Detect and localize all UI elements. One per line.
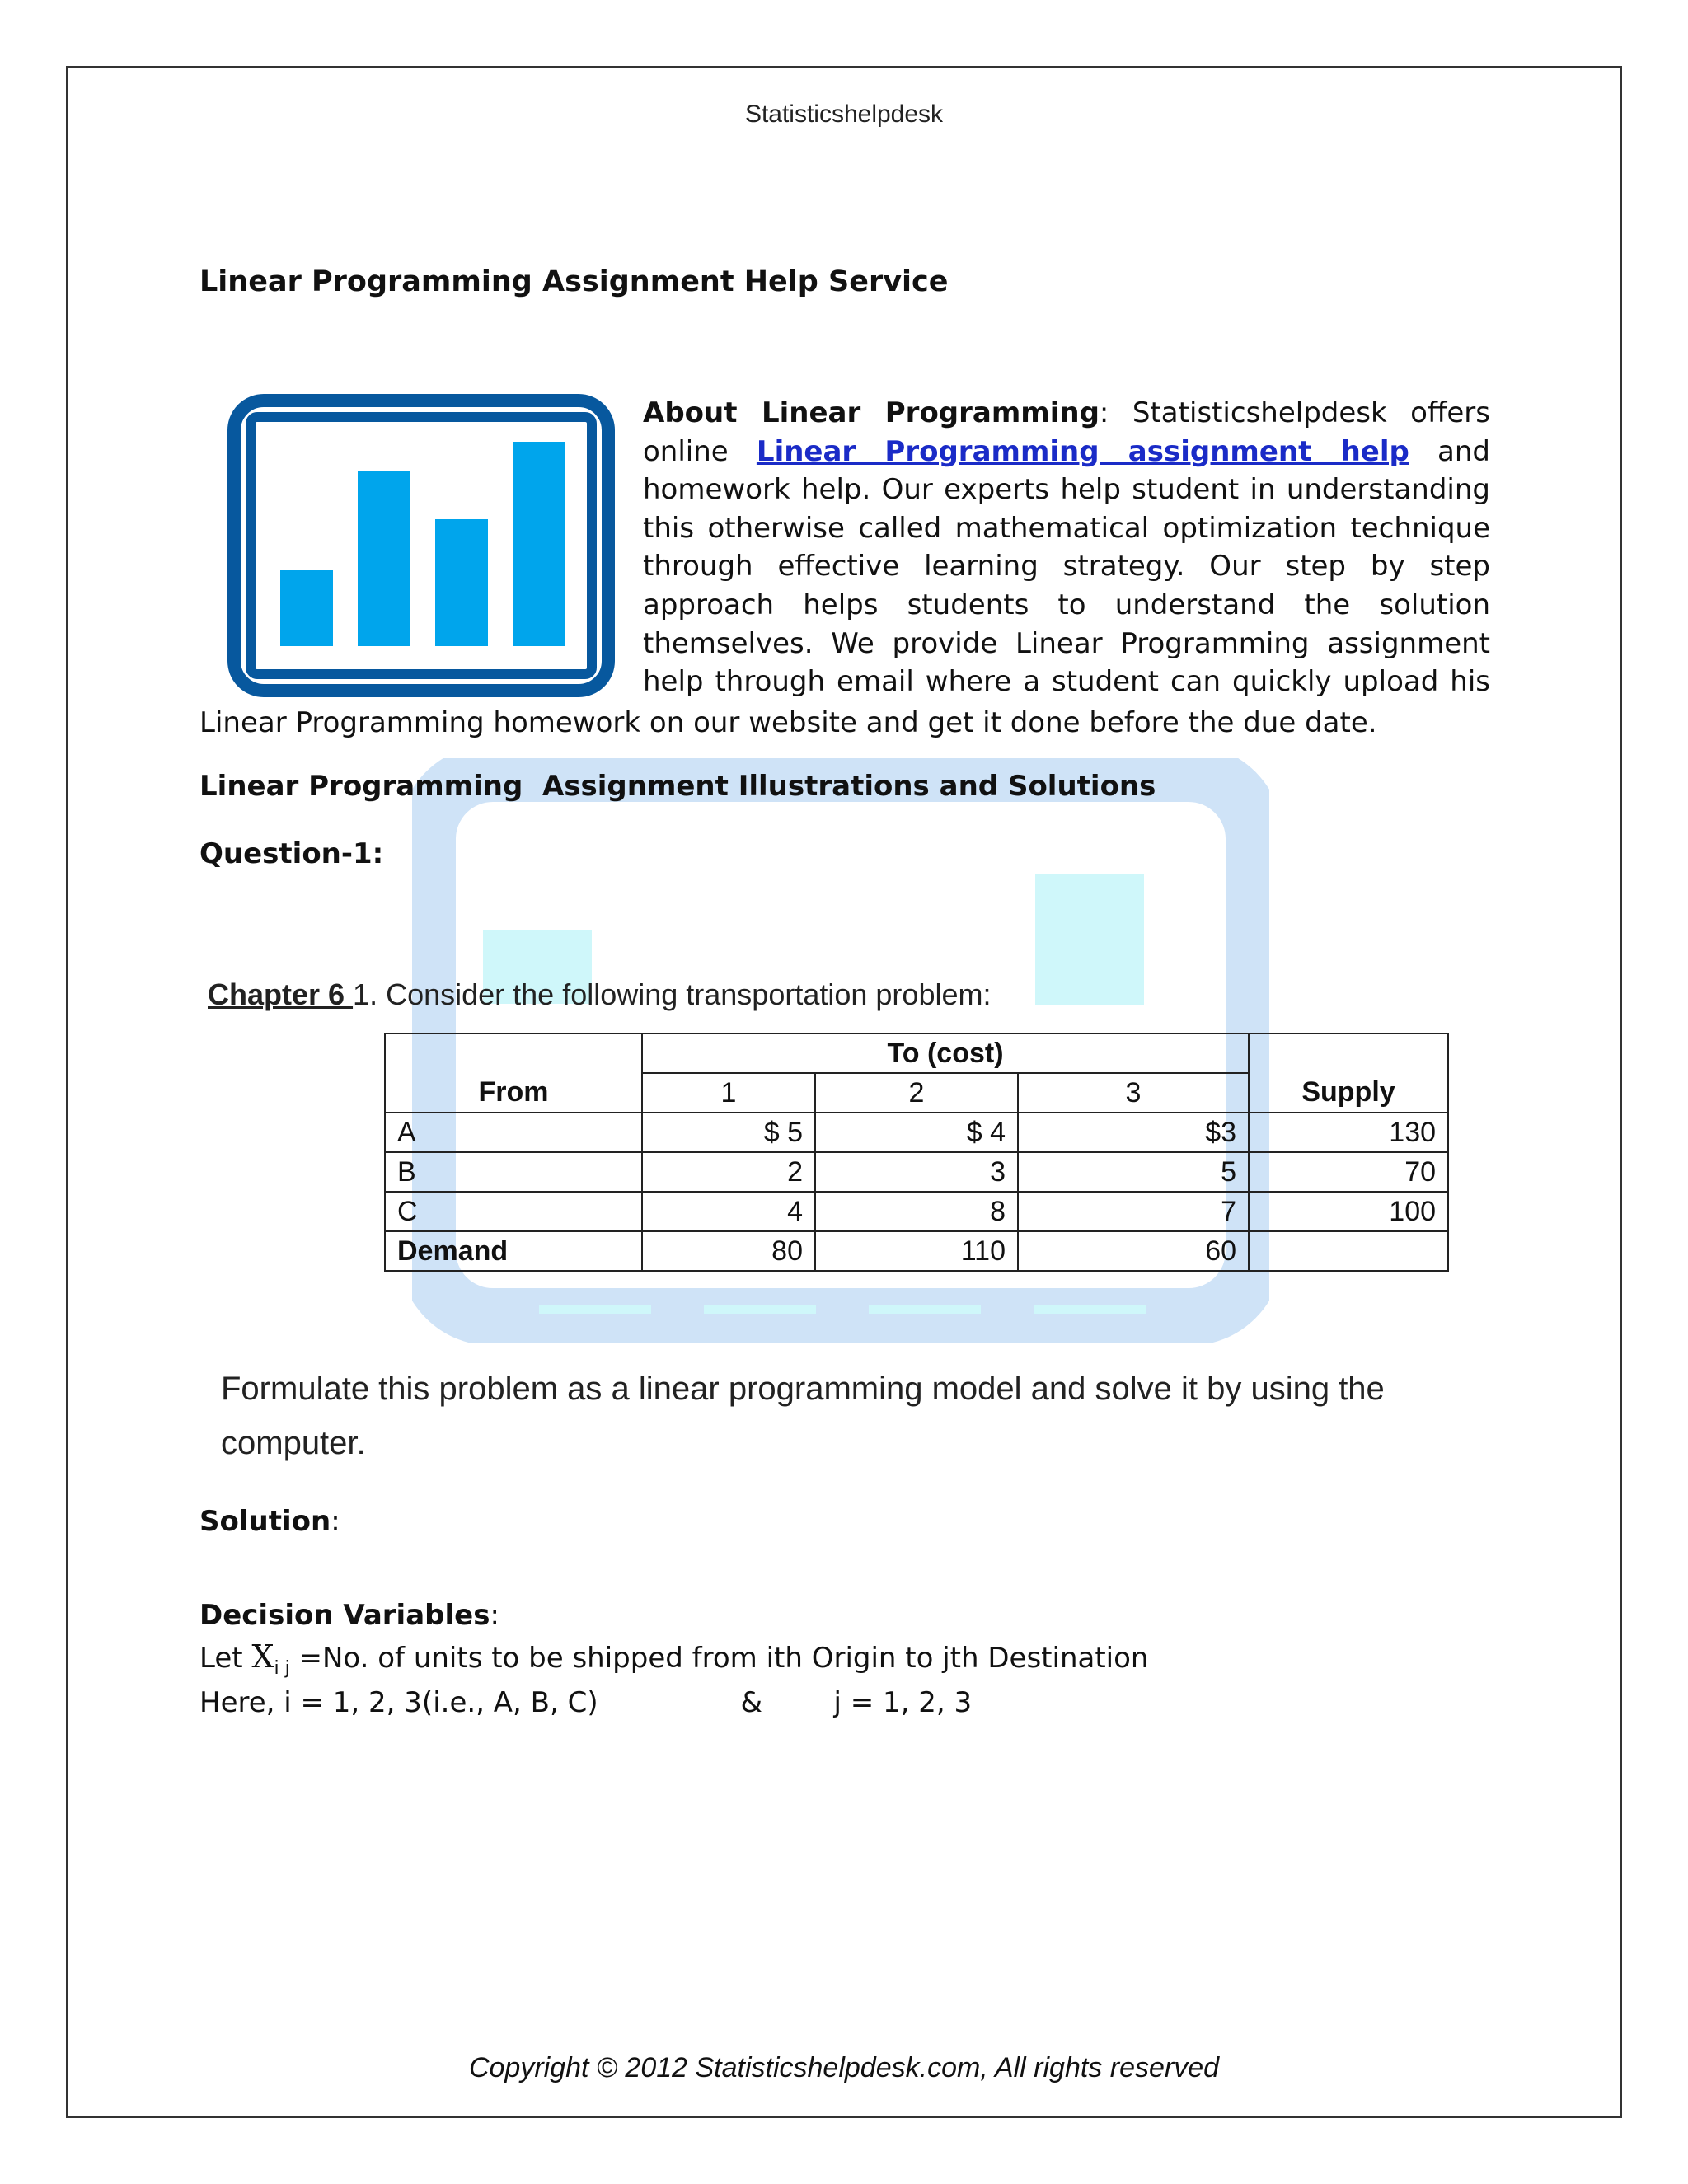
copyright-footer: Copyright © 2012 Statisticshelpdesk.com, All rights reserved [468,2052,1220,2083]
supply-header: Supply [1249,1073,1448,1113]
demand-row: Demand 80 110 60 [385,1231,1448,1271]
about-paragraph: About Linear Programming: Statisticshelpdesk offers online Linear Programming assignment help and homework help. Our experts help student in understanding this otherwise called mathematical optimization technique through effective learning strategy. Our step by step approach helps students to understand the solution themselves. We provide Linear Programming assignment help through email where a student can quickly upload his [643,396,1490,699]
column-header: 2 [815,1073,1018,1113]
index-definition: Here, i = 1, 2, 3(i.e., A, B, C) & j = 1, 2, 3 [199,1686,973,1719]
chapter-label: Chapter 6 [208,977,354,1011]
section-title: Linear Programming Assignment Illustrations and Solutions [199,770,1156,803]
chapter-line: Chapter 6 1. Consider the following transportation problem: [208,977,992,1011]
page-title: Linear Programming Assignment Help Service [199,265,949,298]
lp-assignment-help-link[interactable]: Linear Programming assignment help [756,434,1409,468]
column-header: 1 [642,1073,815,1113]
about-paragraph-tail: Linear Programming homework on our website and get it done before the due date. [199,706,1377,739]
logo-bar-3 [435,519,488,646]
page-header: Statisticshelpdesk [744,101,944,128]
variable-definition: Let $X_{i j} =No$. of units to be shipped from ith Origin to jth Destination [199,1638,1149,1679]
x-ij-symbol: X [251,1638,274,1675]
question-label: Question-1: [199,837,384,870]
table-row: B 2 3 5 70 [385,1152,1448,1192]
logo-bar-2 [358,471,410,646]
about-label: About Linear Programming [643,396,1100,429]
to-cost-header: To (cost) [642,1033,1249,1073]
formulate-text: Formulate this problem as a linear programming model and solve it by using the computer. [221,1371,1385,1461]
bar-chart-monitor-icon [227,394,615,697]
table-subheader-row [385,1073,1448,1113]
table-row: C 4 8 7 100 [385,1192,1448,1231]
table-row: A $ 5 $ 4 $3 130 [385,1113,1448,1152]
demand-label: Demand [385,1231,642,1271]
transportation-table [384,1033,1449,1272]
table-header-row [385,1033,1448,1073]
logo-bar-1 [280,570,333,646]
logo-bar-4 [513,442,565,646]
from-header: From [385,1073,642,1113]
decision-variables-heading: Decision Variables: [199,1599,499,1632]
column-header: 3 [1018,1073,1249,1113]
solution-heading: Solution: [199,1505,340,1538]
